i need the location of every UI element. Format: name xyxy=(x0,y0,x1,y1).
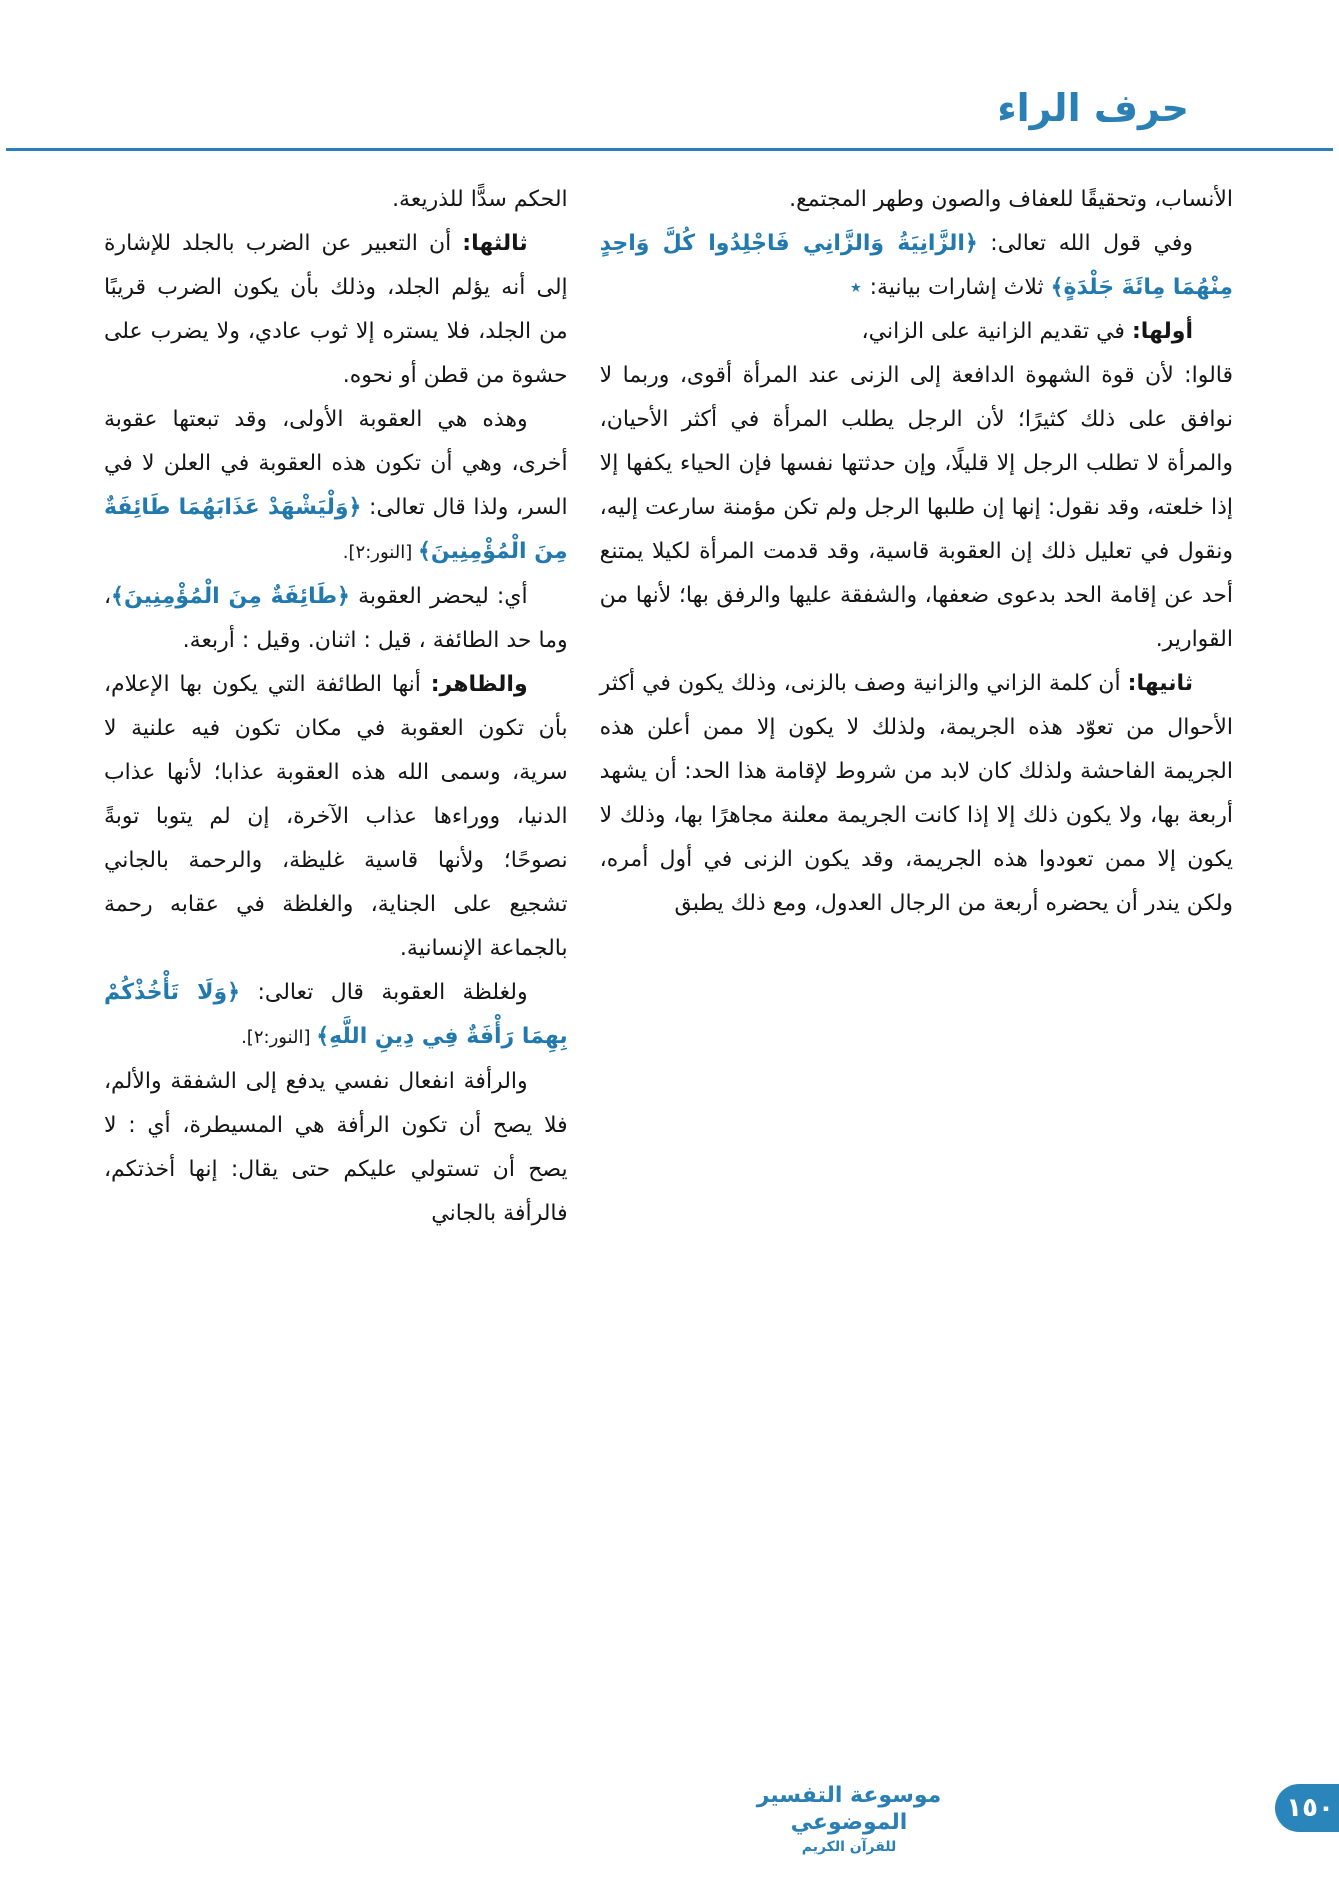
verse-reference: [النور:٢]. xyxy=(342,542,418,563)
text-segment: قالوا: لأن قوة الشهوة الدافعة إلى الزنى عند المرأة أقوى، وربما لا نوافق على ذلك كثيرًا؛ لأن الرجل يطلب المرأة في أكثر الأحيان، والمرأة لا تطلب الرجل إلا قليلًا، وإن حدثتها نفسها فإن الحياء يكفها إلا إذا خلعته، وقد نقول: إنها إن طلبها الرجل ولم تكن مؤمنة سارعت إليه، ونقول في تعليل ذلك إن العقوبة قاسية، وقد قدمت المرأة لكيلا يمتنع أحد عن إقامة الحد بدعوى ضعفها، والشفقة عليها والرفق بها؛ لأنها من القوارير. xyxy=(599,363,1233,652)
header-divider xyxy=(6,148,1333,151)
section-heading: حرف الراء xyxy=(997,86,1189,130)
paragraph xyxy=(104,178,568,222)
text-segment: أنها الطائفة التي يكون بها الإعلام، بأن تكون العقوبة في مكان تكون فيه علنية لا سرية، وسمى الله هذه العقوبة عذابا؛ لأنها عذاب الدنيا، ووراءها عذاب الآخرة، إن لم يتوبا توبةً نصوحًا؛ ولأنها قاسية غليظة، والرحمة بالجاني تشجيع على الجناية، والغلظة في عقابه رحمة بالجماعة الإنسانية. xyxy=(103,672,568,961)
text-segment: الأنساب، وتحقيقًا للعفاف والصون وطهر المجتمع. xyxy=(789,187,1233,212)
text-segment: ثلاث إشارات بيانية: xyxy=(869,275,1051,300)
text-segment: والرأفة انفعال نفسي يدفع إلى الشفقة والألم، فلا يصح أن تكون الرأفة هي المسيطرة، أي : لا يصح أن تستولي عليكم حتى يقال: إنها أخذتكم، فالرأفة بالجاني xyxy=(103,1069,568,1226)
paragraph xyxy=(600,178,1233,222)
quran-quote: ﴿وَلَا تَأْخُذْكُمْ بِهِمَا رَأْفَةٌ فِي دِينِ اللَّهِ﴾ xyxy=(103,980,568,1049)
paragraph xyxy=(104,1060,568,1236)
paragraph xyxy=(104,575,568,663)
publisher-emblem-title: موسوعة التفسير الموضوعي xyxy=(756,1782,942,1835)
text-segment: وفي قول الله تعالى: xyxy=(977,231,1193,256)
text-segment: ثالثها: xyxy=(462,231,528,256)
text-segment: ولغلظة العقوبة قال تعالى: xyxy=(240,980,528,1005)
verse-reference: [النور:٢]. xyxy=(241,1027,317,1048)
text-segment: والظاهر: xyxy=(430,672,528,697)
paragraph xyxy=(600,222,1233,310)
page-number-badge xyxy=(1275,1784,1339,1832)
page-number: ١٥٠ xyxy=(1286,1793,1334,1823)
quran-quote: ٭ xyxy=(849,275,870,300)
column-left xyxy=(104,178,568,1468)
quran-quote: ﴿وَلْيَشْهَدْ عَذَابَهُمَا طَائِفَةٌ مِنَ الْمُؤْمِنِينَ﴾ xyxy=(103,495,568,564)
column-right xyxy=(600,178,1233,1468)
paragraph xyxy=(600,354,1233,662)
text-segment: وهذه هي العقوبة الأولى، وقد تبعتها عقوبة أخرى، وهي أن تكون هذه العقوبة في العلن لا في السر، ولذا قال تعالى: xyxy=(103,407,568,520)
text-segment: أن كلمة الزاني والزانية وصف بالزنى، وذلك يكون في أكثر الأحوال من تعوّد هذه الجريمة، ولذلك لا يكون إلا ممن أعلن هذه الجريمة الفاحشة ولذلك كان لابد من شروط لإقامة هذا الحد: أن يشهد أربعة بها، ولا يكون ذلك إلا إذا كانت الجريمة معلنة مجاهرًا بها، وذلك لا يكون إلا ممن تعودوا هذه الجريمة، وقد يكون الزنى في أول أمره، ولكن يندر أن يحضره أربعة من الرجال العدول، ومع ذلك يطبق xyxy=(599,671,1233,916)
publisher-emblem-subtitle: للقرآن الكريم xyxy=(801,1838,897,1855)
text-segment: أي: ليحضر العقوبة xyxy=(349,584,528,609)
text-segment: ثانيها: xyxy=(1127,671,1193,696)
text-columns xyxy=(102,178,1233,1468)
paragraph xyxy=(104,398,568,575)
quran-quote: ﴿طَائِفَةٌ مِنَ الْمُؤْمِنِينَ﴾ xyxy=(111,584,350,609)
text-segment: أن التعبير عن الضرب بالجلد للإشارة إلى أنه يؤلم الجلد، وذلك بأن يكون الضرب قريبًا من الجلد، فلا يستره إلا ثوب عادي، ولا يضرب على حشوة من قطن أو نحوه. xyxy=(103,231,568,388)
text-segment: أولها: xyxy=(1131,319,1193,344)
paragraph xyxy=(600,662,1233,926)
text-segment: الحكم سدًّا للذريعة. xyxy=(392,187,568,212)
text-segment: ، وما حد الطائفة ، قيل : اثنان. وقيل : أربعة. xyxy=(103,584,568,653)
paragraph xyxy=(104,222,568,398)
paragraph xyxy=(104,663,568,971)
paragraph xyxy=(600,310,1233,354)
quran-quote: ﴿الزَّانِيَةُ وَالزَّانِي فَاجْلِدُوا كُلَّ وَاحِدٍ مِنْهُمَا مِائَةَ جَلْدَةٍ﴾ xyxy=(599,231,1233,300)
paragraph xyxy=(104,971,568,1060)
publisher-emblem xyxy=(739,1782,959,1857)
text-segment: في تقديم الزانية على الزاني، xyxy=(861,319,1132,344)
